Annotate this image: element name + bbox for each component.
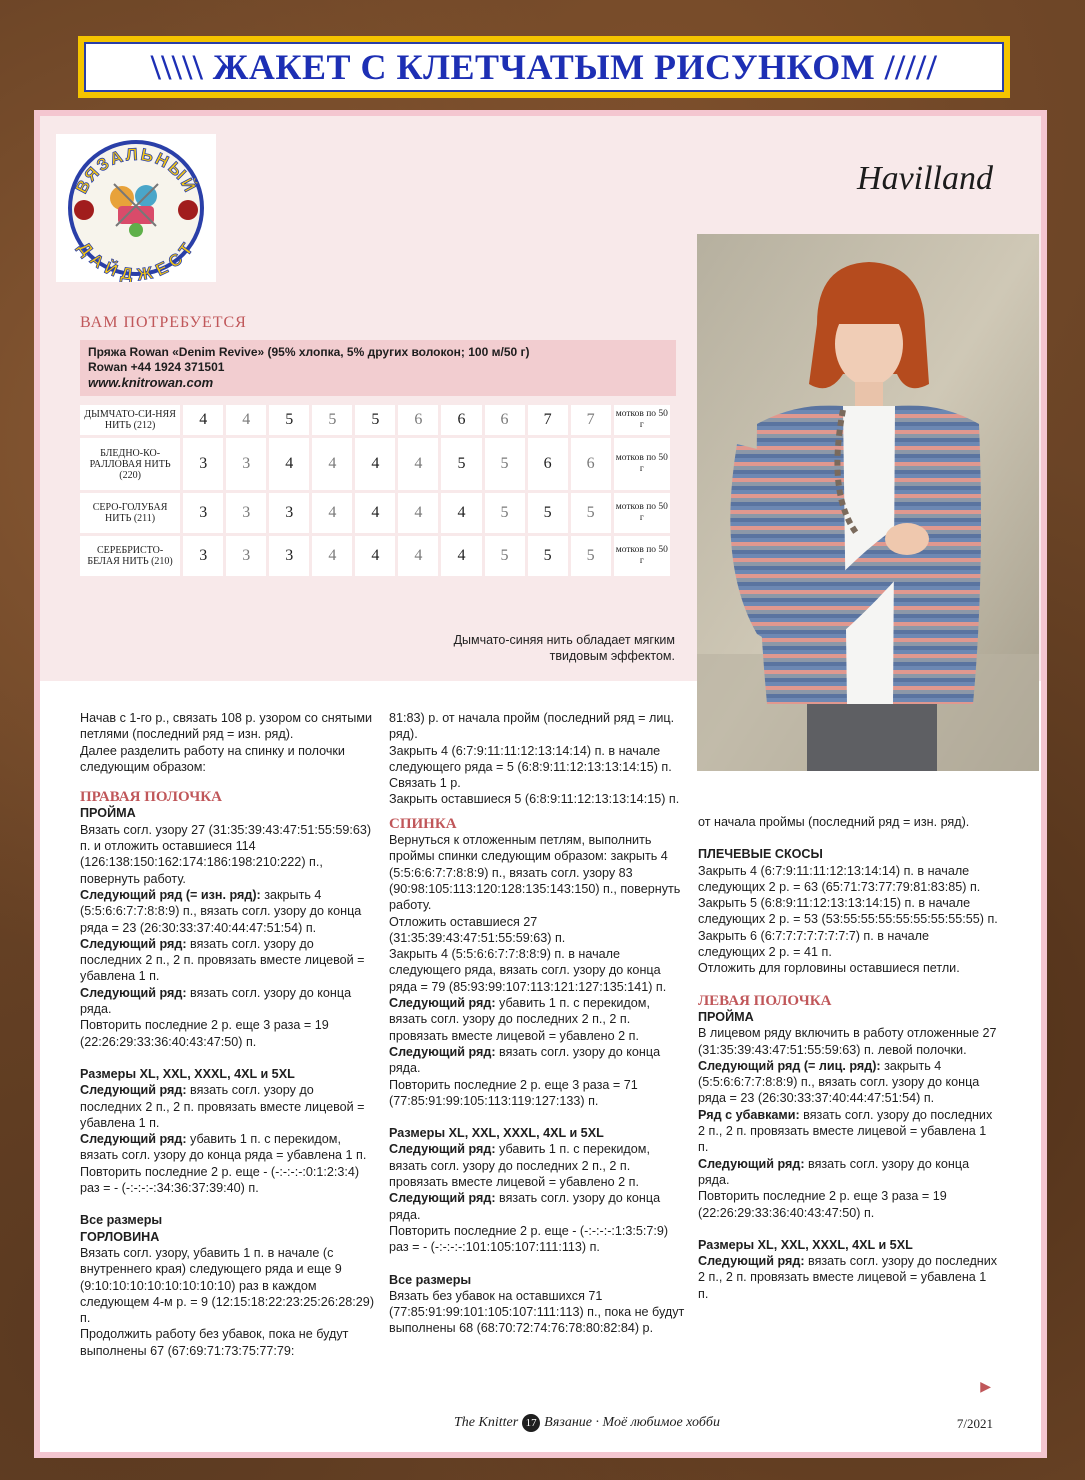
logo-badge-icon: [56, 134, 216, 282]
row-text: вязать согл. узору до конца ряда.: [389, 1191, 661, 1222]
skein-count: 3: [226, 493, 266, 533]
shoulder-text: Отложить для горловины оставшиеся петли.: [698, 961, 960, 976]
skein-count: 6: [528, 438, 568, 490]
skein-count: 4: [312, 438, 352, 490]
yarn-row: [80, 536, 670, 576]
skein-count: 6: [485, 405, 525, 435]
skein-count: 7: [528, 405, 568, 435]
all-sizes-heading: Все размеры: [389, 1272, 472, 1287]
skein-count: 4: [312, 536, 352, 576]
skein-count: 7: [571, 405, 611, 435]
text-run: ) п. и отложить оставшиеся 114 (: [80, 822, 372, 870]
row-label: Следующий ряд:: [389, 1191, 496, 1206]
yarn-row: [80, 405, 670, 435]
row-text: убавить 1 п. с перекидом, вязать согл. узору до последних 2 п., 2 п. провязать вместе лицевой = убавлено 2 п.: [389, 996, 650, 1043]
shoulder-subheading: ПЛЕЧЕВЫЕ СКОСЫ: [698, 847, 823, 862]
skein-count: 3: [226, 536, 266, 576]
skein-count: 3: [183, 536, 223, 576]
shoulder-text: Закрыть 4 (6:7:9:11:11:12:13:14:14) п. в начале следующих 2 р. = 63 (65:71:73:77:79:81:83:85) п.: [698, 863, 981, 894]
yarn-color-label: ДЫМЧАТО-СИ-НЯЯ НИТЬ (212): [80, 405, 180, 435]
instruction-row: [80, 887, 376, 936]
armhole-subheading: ПРОЙМА: [698, 1009, 754, 1024]
logo-top-text: ВЯЗАЛЬНЫЙ: [71, 144, 201, 197]
magazine-name: The Knitter: [454, 1415, 519, 1430]
skein-count: 3: [269, 536, 309, 576]
page-number: 17: [522, 1414, 540, 1432]
set-aside-text: Отложить оставшиеся 27 (31:35:39:43:47:51:55:59:63) п.: [389, 914, 566, 945]
skein-count: 4: [355, 438, 395, 490]
skein-count: 5: [269, 405, 309, 435]
instructions-column-2: [389, 710, 685, 1337]
yarn-phone: Rowan +44 1924 371501: [88, 360, 225, 374]
skein-count: 4: [398, 438, 438, 490]
sizes-heading: Размеры XL, XXL, XXXL, 4XL и 5XL: [389, 1126, 604, 1141]
skein-count: 5: [485, 536, 525, 576]
instruction-row: [80, 1082, 376, 1131]
row-text: вязать согл. узору до конца ряда.: [698, 1156, 970, 1187]
skein-unit: мотков по 50 г: [614, 493, 670, 533]
next-page-arrow-icon[interactable]: ▶: [980, 1378, 991, 1394]
row-label: Следующий ряд:: [389, 1044, 496, 1059]
yarn-website: www.knitrowan.com: [88, 375, 214, 390]
skein-count: 3: [269, 493, 309, 533]
yarn-requirements-table: [77, 402, 673, 579]
instruction-row: [698, 1156, 998, 1189]
skein-count: 3: [183, 438, 223, 490]
continue-tail: от начала проймы (последний ряд = изн. ряд).: [698, 815, 970, 829]
issue-number: 7/2021: [956, 1416, 993, 1431]
skein-count: 4: [355, 536, 395, 576]
skein-unit: мотков по 50 г: [614, 438, 670, 490]
armhole-subheading: ПРОЙМА: [80, 806, 136, 821]
neckline-subheading: ГОРЛОВИНА: [80, 1229, 160, 1244]
skein-count: 5: [485, 438, 525, 490]
skein-count: 4: [312, 493, 352, 533]
logo: [56, 134, 216, 282]
skein-count: 5: [485, 493, 525, 533]
skein-count: 6: [571, 438, 611, 490]
close-text: Закрыть оставшиеся 5 (6:8:9:11:12:13:13:14:15) п.: [389, 792, 680, 807]
skein-count: 6: [441, 405, 481, 435]
row-label: Ряд с убавками:: [698, 1107, 800, 1122]
text-run: 31:35:39:43:47:51:55:59:63: [212, 822, 367, 837]
yarn-color-label: СЕРО-ГОЛУБАЯ НИТЬ (211): [80, 493, 180, 533]
instruction-row: [389, 1190, 685, 1223]
row-text: вязать согл. узору до последних 2 п., 2 п. провязать вместе лицевой = убавлена 1 п.: [698, 1107, 993, 1155]
armhole-text: В лицевом ряду включить в работу отложенные 27 (31:35:39:43:47:51:55:59:63) п. левой полочки.: [698, 1026, 997, 1057]
yarn-info: [80, 340, 676, 396]
skein-count: 4: [226, 405, 266, 435]
back-heading: СПИНКА: [389, 815, 457, 832]
back-text: Вернуться к отложенным петлям, выполнить проймы спинки следующим образом: закрыть 4 (5:5:6:6:7:7:8:8:9) п., вязать согл. узору 83 (90:98:105:113:120:128:135:143:150) п., повернуть работу.: [389, 833, 681, 913]
magazine-subtitle: Вязание · Моё любимое хобби: [544, 1415, 720, 1430]
left-front-heading: ЛЕВАЯ ПОЛОЧКА: [698, 992, 832, 1009]
skein-unit: мотков по 50 г: [614, 405, 670, 435]
right-front-heading: ПРАВАЯ ПОЛОЧКА: [80, 789, 222, 806]
sizes-heading: Размеры XL, XXL, XXXL, 4XL и 5XL: [698, 1237, 913, 1252]
text-run: 126:138:150:162:174:186:198:210:222: [84, 855, 302, 870]
row-text: вязать согл. узору до последних 2 п., 2 п. провязать вместе лицевой = убавлена 1 п.: [80, 1083, 365, 1130]
yarn-brand: Пряжа Rowan: [88, 345, 169, 359]
yarn-row: [80, 493, 670, 533]
shoulder-text: Закрыть 6 (6:7:7:7:7:7:7:7:7) п. в начале следующих 2 р. = 41 п.: [698, 928, 930, 960]
skein-count: 5: [312, 405, 352, 435]
row-text: закрыть 4 (5:5:6:6:7:7:8:8:9) п., вязать согл. узору до конца ряда = 23 (26:30:33:37:40:44:47:51:54) п.: [698, 1058, 980, 1106]
neckline-text: Вязать согл. узору, убавить 1 п. в начале (с внутреннего края) следующего ряда и еще 9 (9:10:10:10:10:10:10:10:10) раз в каждом следующем 4-м р. = 9 (12:15:18:22:23:25:26:28:29) п.: [80, 1245, 375, 1326]
yarn-color-label: БЛЕДНО-КО-РАЛЛОВАЯ НИТЬ (220): [80, 438, 180, 490]
footer-magazine: [454, 1414, 720, 1432]
row-text: вязать согл. узору до последних 2 п., 2 п. провязать вместе лицевой = убавлена 1 п.: [698, 1254, 998, 1301]
text-run: ) п., повернуть работу.: [80, 855, 323, 886]
row-text: вязать согл. узору до последних 2 п., 2 п. провязать вместе лицевой = убавлена 1 п.: [80, 936, 365, 984]
continue-tail: 81:83) р. от начала пройм (последний ряд = лиц. ряд).: [389, 711, 675, 742]
instruction-row: [698, 1058, 998, 1107]
knit-row-text: Связать 1 р.: [389, 776, 461, 791]
magazine-page: [34, 110, 1047, 1458]
shoulder-text: Закрыть 5 (6:8:9:11:12:13:13:14:15) п. в начале следующих 2 р. = 53 (53:55:55:55:55:55:55:55:55) п.: [698, 896, 998, 927]
pattern-title: Havilland: [857, 160, 993, 197]
row-label: Следующий ряд:: [698, 1254, 805, 1269]
skein-count: 4: [441, 493, 481, 533]
skein-count: 4: [269, 438, 309, 490]
model-photo-illustration: [697, 234, 1039, 771]
yarn-description: «Denim Revive» (95% хлопка, 5% других волокон; 100 м/50 г): [168, 345, 530, 359]
skein-count: 3: [226, 438, 266, 490]
row-label: Следующий ряд (= изн. ряд):: [80, 887, 261, 902]
instructions-column-1: [80, 710, 376, 1359]
row-text: вязать согл. узору до конца ряда.: [80, 985, 352, 1017]
close-text: Закрыть 4 (5:5:6:6:7:7:8:8:9) п. в начале следующего ряда, вязать согл. узору до конца ряда = 79 (85:93:99:107:113:121:127:135:141) п.: [389, 947, 667, 994]
skein-count: 4: [441, 536, 481, 576]
page-content: [40, 116, 1041, 1452]
skein-count: 4: [398, 536, 438, 576]
banner-frame: [84, 42, 1004, 92]
yarn-row: [80, 438, 670, 490]
row-label: Следующий ряд:: [698, 1156, 805, 1171]
instruction-row: [698, 1107, 998, 1156]
sizes-heading: Размеры XL, XXL, XXXL, 4XL и 5XL: [80, 1066, 295, 1081]
banner-title: \\\\\ ЖАКЕТ С КЛЕТЧАТЫМ РИСУНКОМ /////: [150, 47, 938, 87]
skein-count: 5: [528, 536, 568, 576]
skein-count: 5: [528, 493, 568, 533]
instruction-row: [80, 1131, 376, 1164]
instruction-row: [389, 995, 685, 1044]
yarn-color-label: СЕРЕБРИСТО-БЕЛАЯ НИТЬ (210): [80, 536, 180, 576]
repeat-text: Повторить последние 2 р. еще - (-:-:-:-:0:1:2:3:4) раз = - (-:-:-:-:34:36:37:39:40) п.: [80, 1164, 360, 1196]
continue-text: Продолжить работу без убавок, пока не будут выполнены 67 (67:69:71:73:75:77:79:: [80, 1327, 349, 1358]
skein-count: 5: [441, 438, 481, 490]
skein-count: 5: [571, 493, 611, 533]
row-label: Следующий ряд:: [80, 1083, 187, 1098]
intro-text: Начав с 1-го р., связать 108 р. узором со снятыми петлями (последний ряд = изн. ряд). Далее разделить работу на спинку и полочки следующим образом:: [80, 711, 373, 774]
instruction-row: [698, 1253, 998, 1302]
instruction-row: [80, 985, 376, 1018]
skein-count: 6: [398, 405, 438, 435]
close-text: Закрыть 4 (6:7:9:11:11:12:13:14:14) п. в начале следующего ряда = 5 (6:8:9:11:12:13:13:14:15) п.: [389, 743, 672, 774]
instruction-row: [389, 1141, 685, 1190]
repeat-text: Повторить последние 2 р. еще 3 раза = 71 (77:85:91:99:105:113:119:127:133) п.: [389, 1077, 638, 1108]
skein-count: 5: [571, 536, 611, 576]
skein-count: 4: [183, 405, 223, 435]
skein-unit: мотков по 50 г: [614, 536, 670, 576]
row-label: Следующий ряд (= лиц. ряд):: [698, 1058, 881, 1073]
row-label: Следующий ряд:: [389, 996, 496, 1011]
row-text: убавить 1 п. с перекидом, вязать согл. узору до конца ряда = убавлена 1 п.: [80, 1132, 367, 1163]
row-text: убавить 1 п. с перекидом, вязать согл. узору до последних 2 п., 2 п. провязать вместе лицевой = убавлено 2 п.: [389, 1142, 650, 1190]
text-run: Вязать согл. узору 27 (: [80, 822, 213, 837]
row-label: Следующий ряд:: [80, 936, 187, 951]
photo-caption: Дымчато-синяя нить обладает мягким твидовым эффектом.: [453, 633, 675, 663]
banner: [78, 36, 1010, 98]
repeat-text: Повторить последние 2 р. еще 3 раза = 19 (22:26:29:33:36:40:43:47:50) п.: [698, 1189, 947, 1220]
all-sizes-text: Вязать без убавок на оставшихся 71 (77:85:91:99:101:105:107:111:113) п., пока не будут выполнены 68 (68:70:72:74:76:78:80:82:84) р.: [389, 1288, 685, 1336]
all-sizes-heading: Все размеры: [80, 1213, 163, 1228]
skein-count: 3: [183, 493, 223, 533]
repeat-text: Повторить последние 2 р. еще 3 раза = 19 (22:26:29:33:36:40:43:47:50) п.: [80, 1018, 329, 1049]
logo-bottom-text: ДАЙДЖЕСТ: [74, 238, 198, 282]
repeat-text: Повторить последние 2 р. еще - (-:-:-:-:1:3:5:7:9) раз = - (-:-:-:-:101:105:107:111:113) п.: [389, 1223, 669, 1255]
instruction-row: [389, 1044, 685, 1077]
instructions-column-3: [698, 814, 998, 1302]
row-label: Следующий ряд:: [80, 985, 187, 1000]
yarn-name-line: [88, 345, 668, 360]
model-photo: [697, 234, 1039, 771]
row-label: Следующий ряд:: [389, 1142, 496, 1157]
row-text: закрыть 4 (5:5:6:6:7:7:8:8:9) п., вязать согл. узору до конца ряда = 23 (26:30:33:37:40:44:47:51:54) п.: [80, 887, 362, 935]
skein-count: 4: [398, 493, 438, 533]
skein-count: 5: [355, 405, 395, 435]
armhole-text: [80, 822, 376, 887]
row-text: вязать согл. узору до конца ряда.: [389, 1044, 661, 1076]
page-footer: [40, 1414, 1041, 1438]
instruction-row: [80, 936, 376, 985]
row-label: Следующий ряд:: [80, 1132, 187, 1147]
supplies-heading: ВАМ ПОТРЕБУЕТСЯ: [80, 314, 247, 331]
skein-count: 4: [355, 493, 395, 533]
